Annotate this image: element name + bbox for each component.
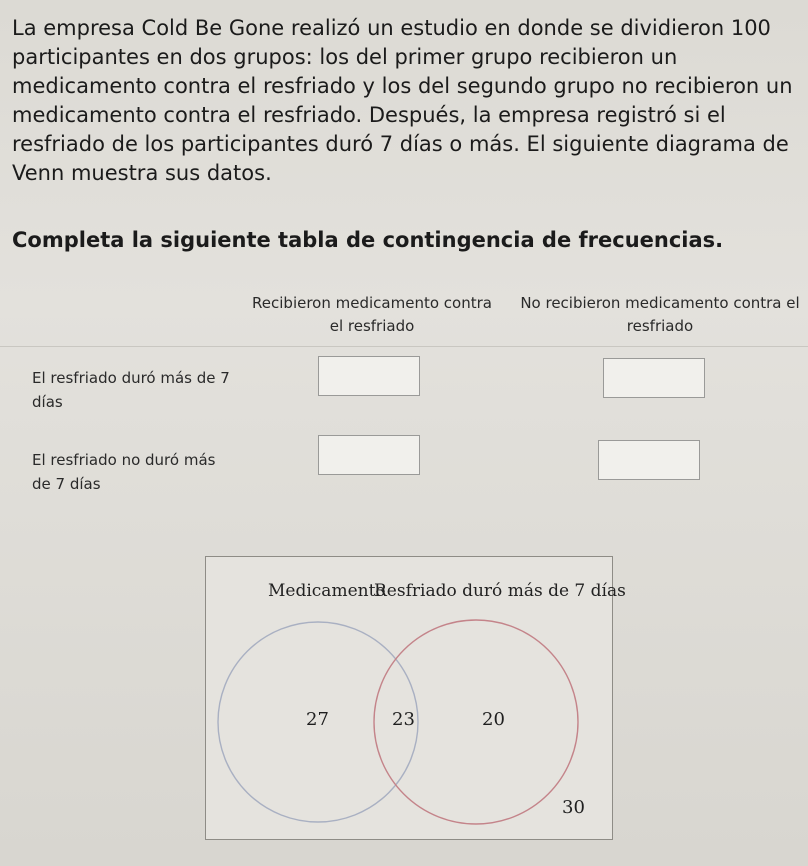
problem-statement: La empresa Cold Be Gone realizó un estudio en donde se dividieron 100 participantes en dos grupos: los del primer grupo recibieron un medicamento contra el resfriado y los del segundo grupo no recibieron un medicamento contra el resfriado. Después, la empresa registró si el resfriado de los participantes duró 7 días o más. El siguiente diagrama de Venn muestra sus datos. (12, 16, 793, 185)
column-header-not-received: No recibieron medicamento contra el resfriado (520, 294, 800, 335)
table-divider (0, 346, 808, 347)
answer-input-received-not-lasted[interactable] (318, 435, 420, 475)
venn-diagram (205, 556, 626, 840)
row-label-lasted-more: El resfriado duró más de 7 días (32, 369, 230, 411)
venn-region-neither: 30 (562, 797, 585, 818)
venn-label-resfriado: Resfriado duró más de 7 días (374, 581, 626, 601)
venn-region-both: 23 (392, 709, 415, 730)
row-label-not-lasted-more: El resfriado no duró más de 7 días (32, 451, 216, 493)
venn-region-only-medicamento: 27 (306, 709, 329, 730)
instruction-text: Completa la siguiente tabla de contingencia de frecuencias. (12, 228, 724, 252)
column-header-received: Recibieron medicamento contra el resfriado (252, 294, 492, 335)
answer-input-not-received-lasted[interactable] (603, 358, 705, 398)
venn-label-medicamento: Medicamento (268, 581, 386, 601)
answer-input-not-received-not-lasted[interactable] (598, 440, 700, 480)
answer-input-received-lasted[interactable] (318, 356, 420, 396)
venn-region-only-resfriado: 20 (482, 709, 505, 730)
